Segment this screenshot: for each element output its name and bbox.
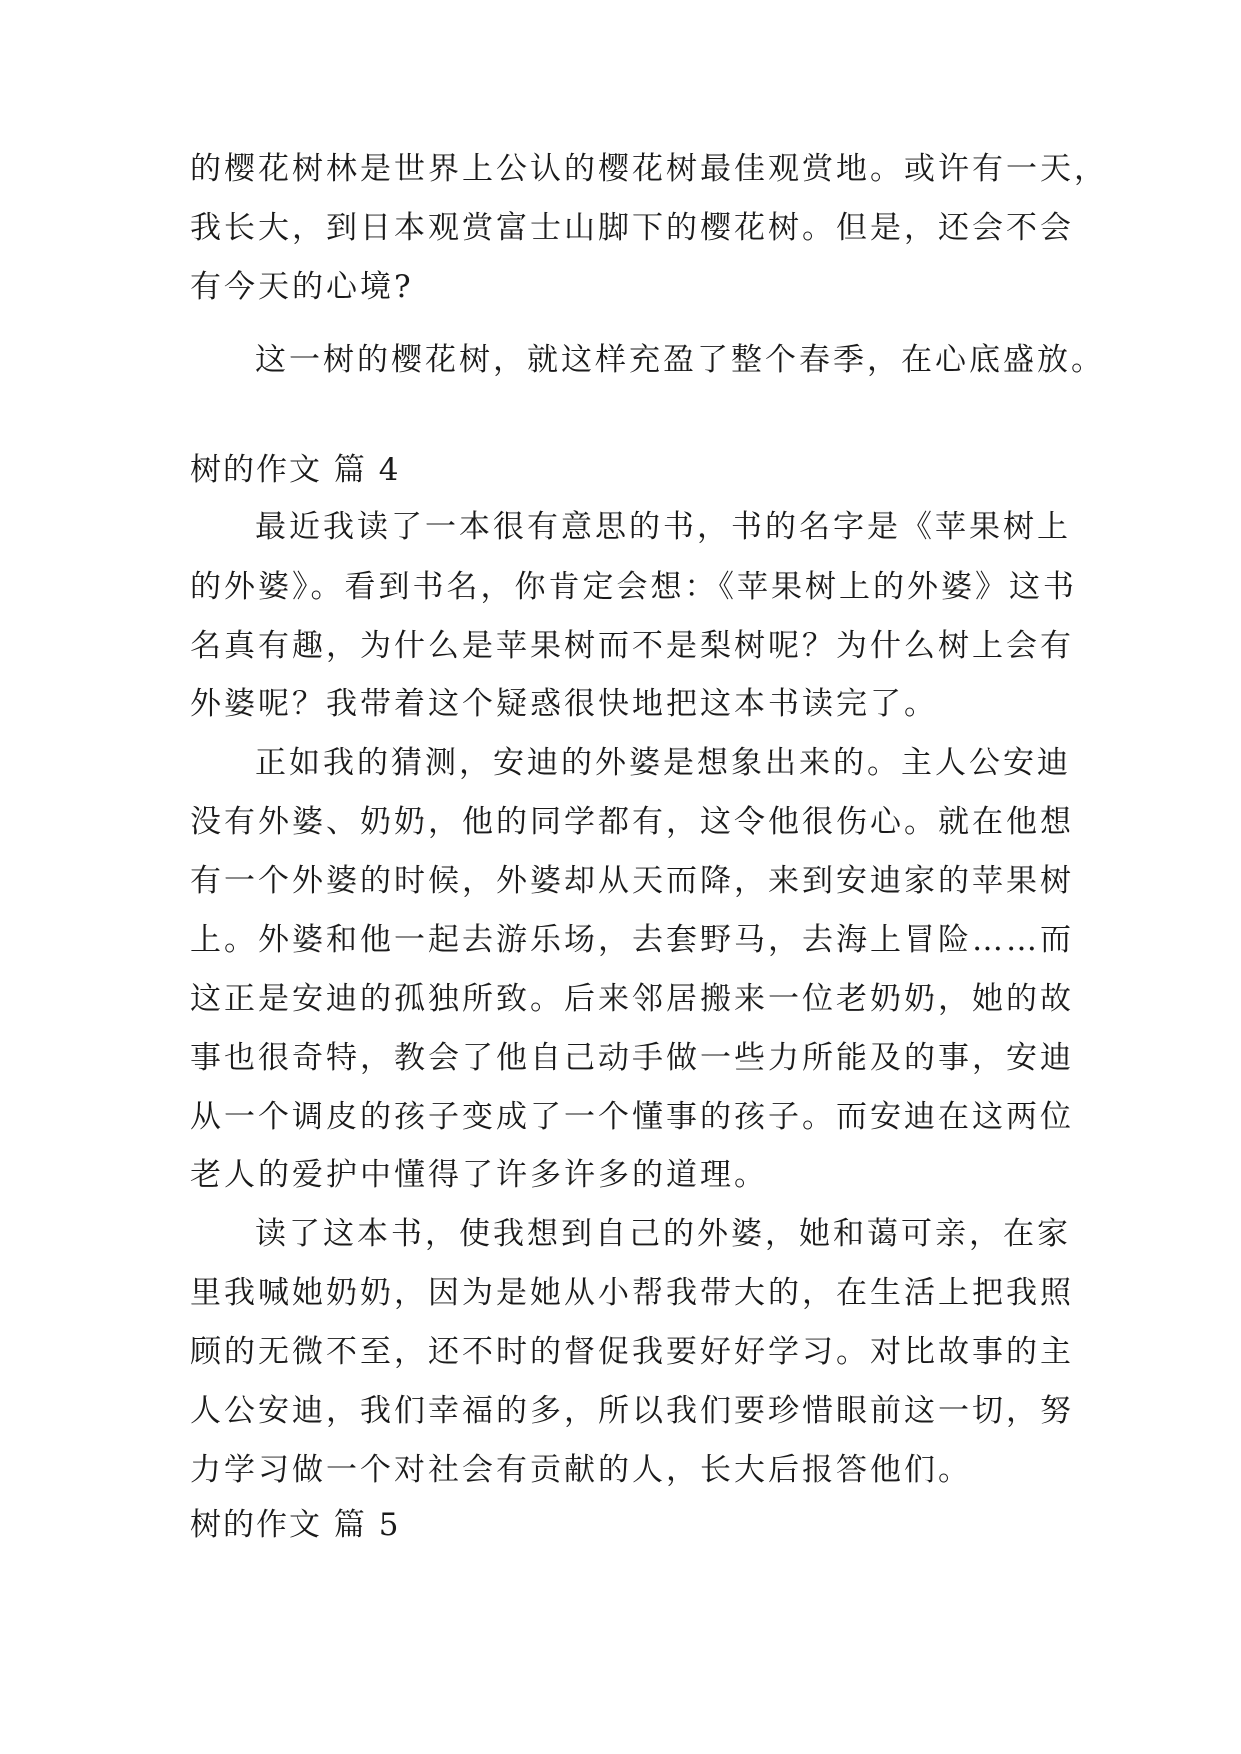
text-line: 老人的爱护中懂得了许多许多的道理。 bbox=[190, 1157, 768, 1193]
text-line: 有今天的心境? bbox=[190, 269, 414, 305]
text-line: 里我喊她奶奶，因为是她从小帮我带大的，在生活上把我照 bbox=[190, 1275, 1074, 1311]
text-line: 名真有趣，为什么是苹果树而不是梨树呢？为什么树上会有 bbox=[190, 628, 1074, 664]
text-line: 力学习做一个对社会有贡献的人，长大后报答他们。 bbox=[190, 1452, 972, 1488]
text-line: 上。外婆和他一起去游乐场，去套野马，去海上冒险……而 bbox=[190, 922, 1074, 958]
section-heading: 树的作文 篇 5 bbox=[190, 1507, 401, 1543]
text-line: 外婆呢？我带着这个疑惑很快地把这本书读完了。 bbox=[190, 686, 938, 722]
text-line: 有一个外婆的时候，外婆却从天而降，来到安迪家的苹果树 bbox=[190, 863, 1074, 899]
text-line: 的樱花树林是世界上公认的樱花树最佳观赏地。或许有一天， bbox=[190, 151, 1108, 187]
paragraph-first-line: 最近我读了一本很有意思的书，书的名字是《苹果树上 bbox=[255, 509, 1071, 545]
text-line: 的外婆》。看到书名，你肯定会想：《苹果树上的外婆》这书 bbox=[190, 569, 1077, 605]
section-heading: 树的作文 篇 4 bbox=[190, 452, 401, 488]
paragraph-first-line: 这一树的樱花树，就这样充盈了整个春季，在心底盛放。 bbox=[255, 342, 1105, 378]
paragraph-first-line: 正如我的猜测，安迪的外婆是想象出来的。主人公安迪 bbox=[255, 745, 1071, 781]
paragraph-first-line: 读了这本书，使我想到自己的外婆，她和蔼可亲，在家 bbox=[255, 1216, 1071, 1252]
text-line: 人公安迪，我们幸福的多，所以我们要珍惜眼前这一切，努 bbox=[190, 1393, 1074, 1429]
text-line: 这正是安迪的孤独所致。后来邻居搬来一位老奶奶，她的故 bbox=[190, 981, 1074, 1017]
text-line: 我长大，到日本观赏富士山脚下的樱花树。但是，还会不会 bbox=[190, 210, 1074, 246]
text-line: 从一个调皮的孩子变成了一个懂事的孩子。而安迪在这两位 bbox=[190, 1099, 1074, 1135]
text-line: 事也很奇特，教会了他自己动手做一些力所能及的事，安迪 bbox=[190, 1040, 1074, 1076]
text-line: 顾的无微不至，还不时的督促我要好好学习。对比故事的主 bbox=[190, 1334, 1074, 1370]
text-line: 没有外婆、奶奶，他的同学都有，这令他很伤心。就在他想 bbox=[190, 804, 1074, 840]
